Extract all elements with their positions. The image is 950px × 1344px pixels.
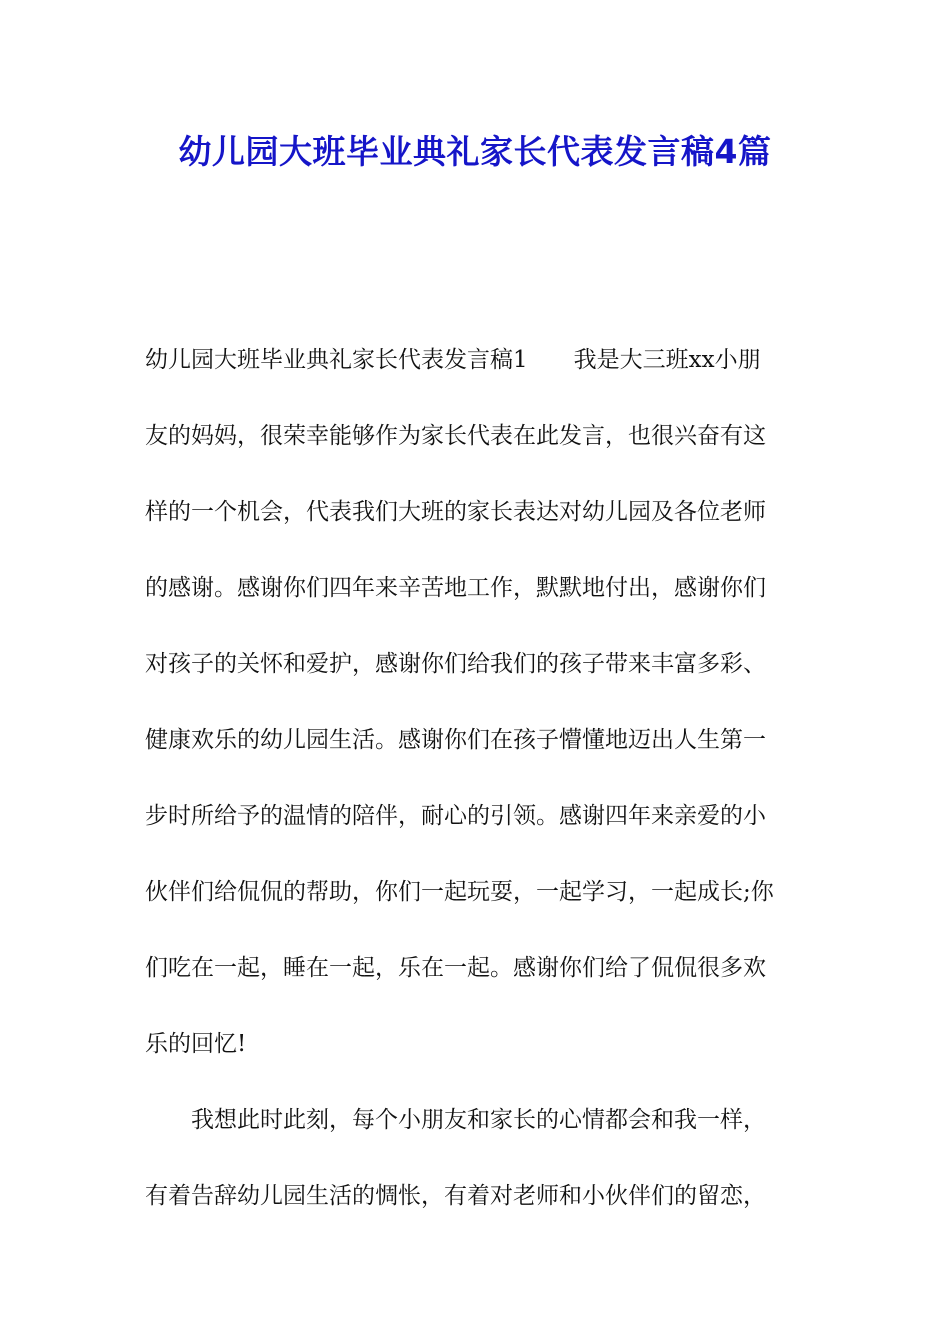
body-text-line: 们吃在一起，睡在一起，乐在一起。感谢你们给了侃侃很多欢 xyxy=(145,955,766,981)
body-text-line: 样的一个机会，代表我们大班的家长表达对幼儿园及各位老师 xyxy=(145,499,766,525)
body-text-line: 伙伴们给侃侃的帮助，你们一起玩耍，一起学习，一起成长;你 xyxy=(145,879,774,905)
body-text-line: 健康欢乐的幼儿园生活。感谢你们在孩子懵懂地迈出人生第一 xyxy=(145,727,766,753)
body-text-line: 乐的回忆! xyxy=(145,1031,247,1057)
body-text-line: 幼儿园大班毕业典礼家长代表发言稿1 我是大三班xx小朋 xyxy=(145,347,761,373)
body-text-line: 的感谢。感谢你们四年来辛苦地工作，默默地付出，感谢你们 xyxy=(145,575,766,601)
paragraph-start-line: 我想此时此刻，每个小朋友和家长的心情都会和我一样， xyxy=(191,1107,766,1133)
body-text-line: 对孩子的关怀和爱护，感谢你们给我们的孩子带来丰富多彩、 xyxy=(145,651,766,677)
body-text-line: 友的妈妈，很荣幸能够作为家长代表在此发言，也很兴奋有这 xyxy=(145,423,766,449)
body-text-line: 有着告辞幼儿园生活的惆怅，有着对老师和小伙伴们的留恋， xyxy=(145,1183,766,1209)
document-title: 幼儿园大班毕业典礼家长代表发言稿4篇 xyxy=(178,132,772,171)
body-text-line: 步时所给予的温情的陪伴，耐心的引领。感谢四年来亲爱的小 xyxy=(145,803,766,829)
